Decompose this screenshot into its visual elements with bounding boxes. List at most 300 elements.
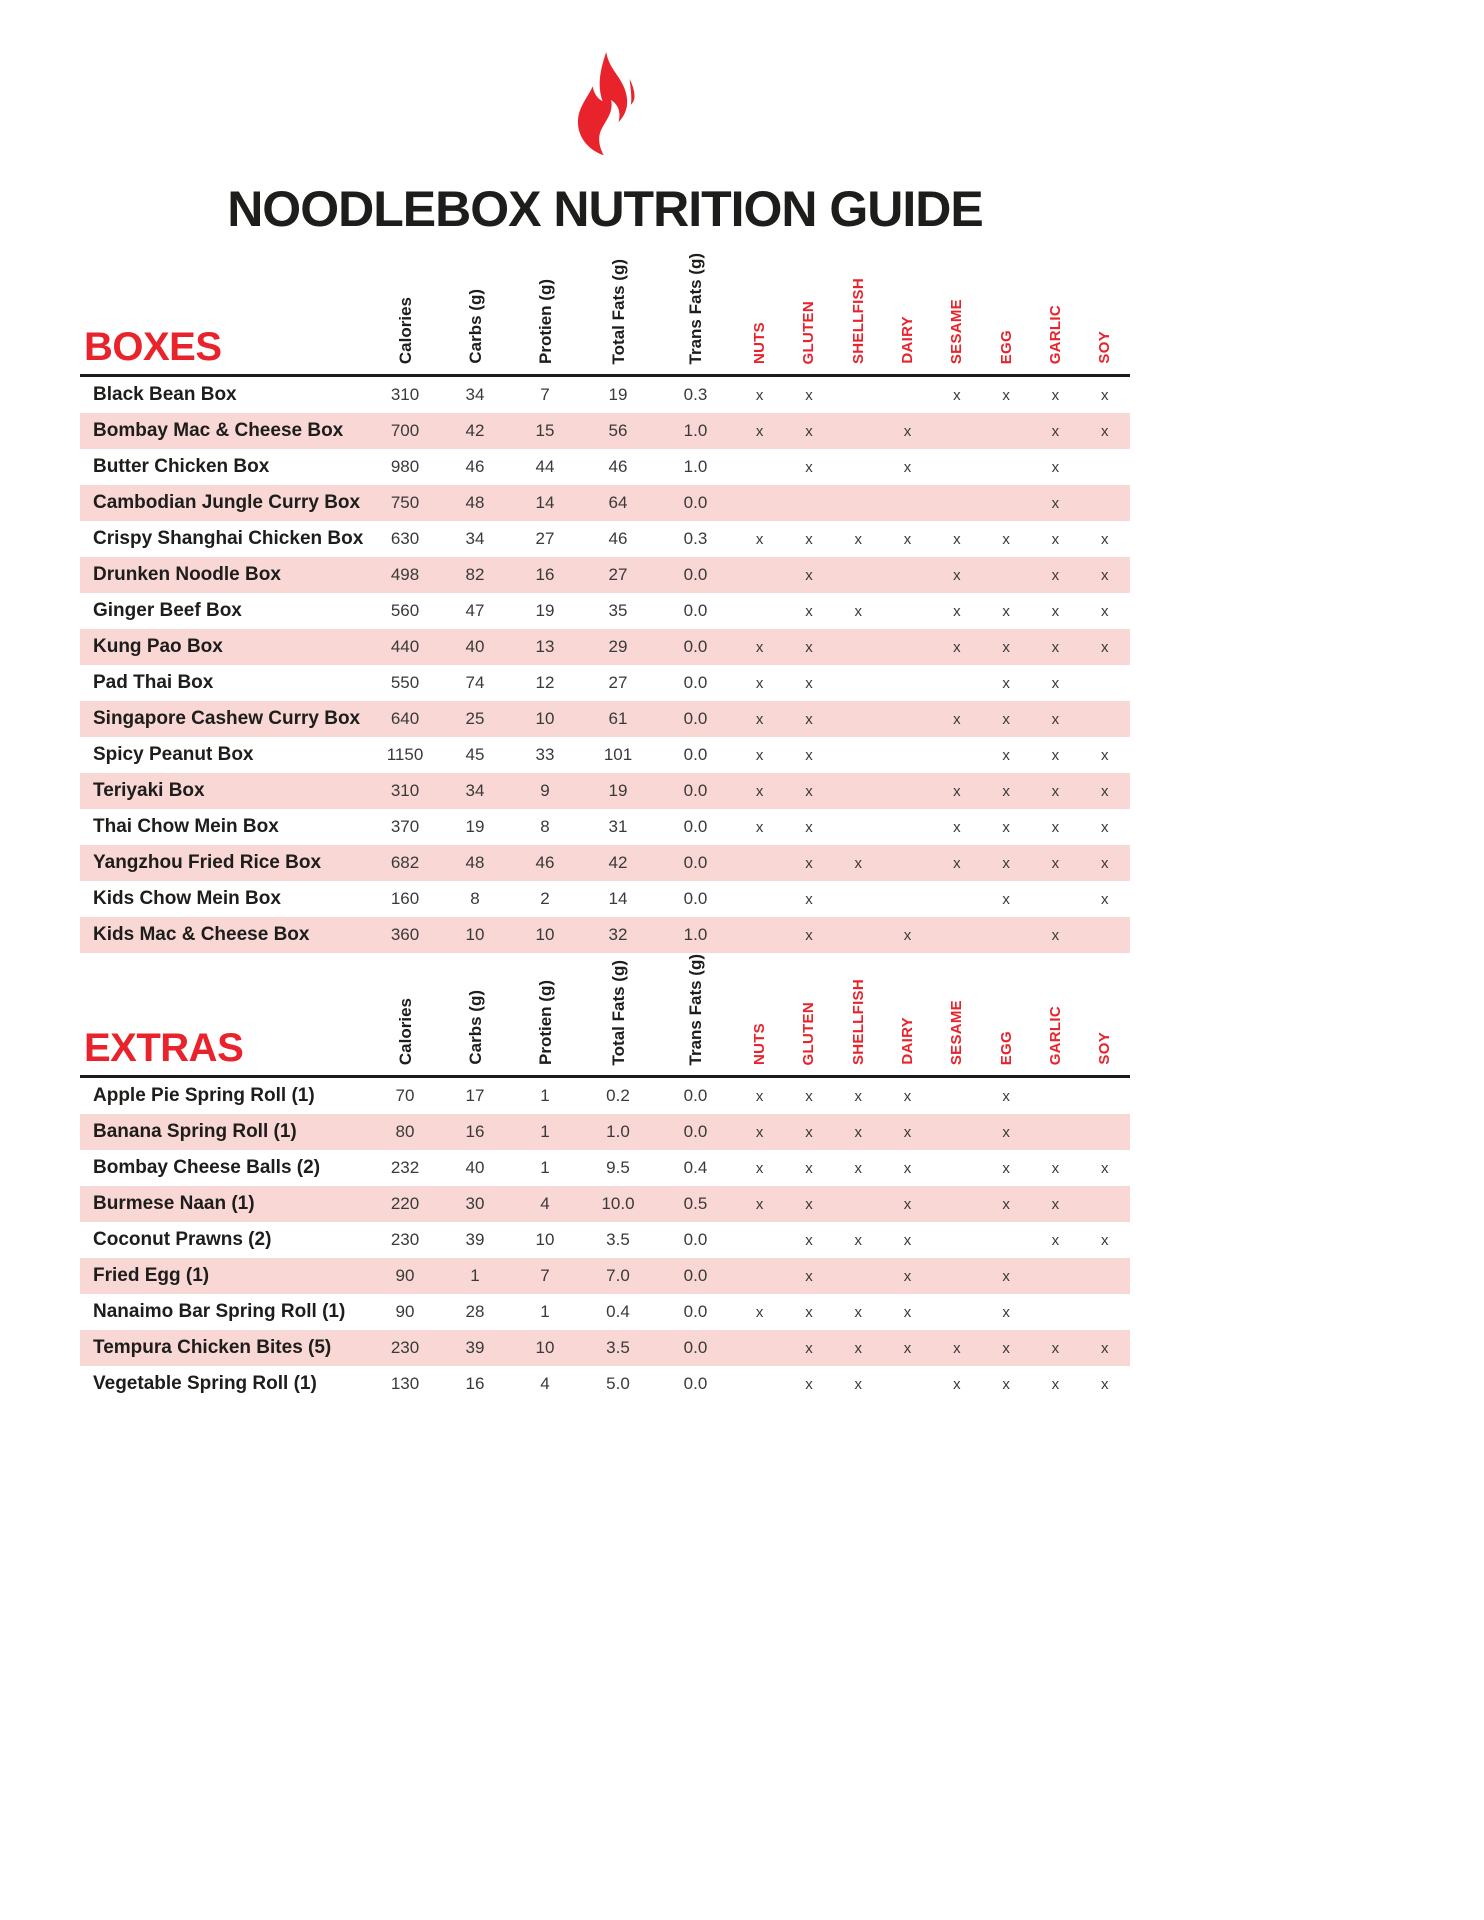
nutrition-value: 90 [395, 1302, 415, 1321]
nutrition-value: 90 [395, 1266, 415, 1285]
nutrition-value: 10.0 [601, 1194, 635, 1213]
nutrition-value: 70 [395, 1086, 415, 1105]
column-header-allergen [883, 252, 932, 374]
nutrition-value: 101 [603, 745, 633, 764]
column-header-label: GARLIC [1046, 1005, 1064, 1065]
nutrition-value: 80 [395, 1122, 415, 1141]
nutrition-value: 33 [535, 745, 555, 764]
allergen-mark: x [1002, 530, 1010, 548]
allergen-mark: x [1051, 1159, 1060, 1177]
column-header-label: EGG [997, 329, 1015, 364]
section-label: EXTRAS [84, 1026, 244, 1070]
column-header-label: SHELLFISH [849, 978, 867, 1065]
table-row [80, 809, 1130, 845]
nutrition-value: 19 [465, 817, 485, 836]
allergen-mark: x [1100, 818, 1109, 836]
column-header-allergen [834, 953, 883, 1075]
nutrition-value: 44 [535, 457, 555, 476]
nutrition-value: 980 [390, 457, 420, 476]
item-name: Banana Spring Roll (1) [93, 1121, 297, 1142]
nutrition-value: 0.0 [683, 1374, 708, 1393]
nutrition-value: 560 [390, 601, 420, 620]
allergen-mark: x [805, 1231, 813, 1249]
table-row [80, 485, 1130, 521]
nutrition-value: 0.2 [606, 1086, 630, 1105]
nutrition-value: 19 [608, 781, 628, 800]
column-header-label: Trans Fats (g) [686, 953, 705, 1065]
column-header-allergen [784, 953, 833, 1075]
allergen-mark: x [903, 1231, 912, 1249]
nutrition-value: 2 [540, 889, 550, 908]
nutrition-value: 30 [465, 1194, 485, 1213]
nutrition-value: 9 [540, 781, 550, 800]
nutrition-value: 130 [390, 1374, 420, 1393]
item-name: Bombay Cheese Balls (2) [93, 1157, 321, 1178]
nutrition-value: 19 [535, 601, 555, 620]
column-header-label: GLUTEN [800, 1001, 818, 1065]
allergen-mark: x [1100, 1375, 1109, 1393]
nutrition-value: 45 [465, 745, 485, 764]
nutrition-value: 0.4 [606, 1302, 630, 1321]
allergen-mark: x [953, 386, 961, 404]
allergen-mark: x [805, 1195, 813, 1213]
nutrition-value: 14 [535, 493, 555, 512]
nutrition-value: 550 [390, 673, 420, 692]
allergen-mark: x [805, 638, 813, 656]
item-name: Teriyaki Box [93, 780, 205, 801]
nutrition-value: 0.4 [683, 1158, 708, 1177]
column-header-nutrient [370, 953, 440, 1075]
nutrition-value: 82 [465, 565, 485, 584]
allergen-mark: x [854, 602, 862, 620]
sections-container [80, 252, 1130, 1402]
nutrition-value: 46 [535, 853, 555, 872]
column-header-label: Total Fats (g) [608, 258, 628, 364]
flame-icon [565, 52, 645, 170]
item-name: Burmese Naan (1) [93, 1193, 255, 1214]
allergen-mark: x [805, 890, 813, 908]
allergen-mark: x [1051, 602, 1060, 620]
allergen-mark: x [805, 386, 813, 404]
column-header-allergen [1031, 953, 1080, 1075]
allergen-mark: x [903, 530, 912, 548]
nutrition-value: 0.0 [683, 493, 708, 512]
allergen-mark: x [854, 1087, 862, 1105]
allergen-mark: x [1051, 674, 1060, 692]
column-header-nutrient [440, 953, 510, 1075]
allergen-mark: x [1002, 602, 1010, 620]
nutrition-value: 7.0 [606, 1266, 630, 1285]
nutrition-value: 1.0 [683, 421, 708, 440]
allergen-mark: x [805, 926, 813, 944]
column-header-label: NUTS [751, 321, 769, 364]
nutrition-guide-page [80, 0, 1130, 1402]
allergen-mark: x [1100, 854, 1109, 872]
item-name: Butter Chicken Box [93, 456, 270, 477]
allergen-mark: x [1002, 638, 1010, 656]
nutrition-value: 42 [608, 853, 628, 872]
allergen-mark: x [1051, 494, 1060, 512]
nutrition-value: 750 [390, 493, 420, 512]
nutrition-section [80, 953, 1130, 1402]
nutrition-value: 160 [390, 889, 420, 908]
nutrition-value: 0.0 [683, 565, 708, 584]
nutrition-value: 0.0 [683, 745, 708, 764]
column-header-row [80, 252, 1130, 374]
nutrition-value: 46 [465, 457, 485, 476]
item-name: Fried Egg (1) [93, 1265, 210, 1286]
allergen-mark: x [755, 638, 764, 656]
nutrition-value: 0.0 [683, 1302, 708, 1321]
nutrition-table [80, 1075, 1130, 1402]
nutrition-value: 25 [465, 709, 485, 728]
column-header-label: Trans Fats (g) [686, 252, 705, 364]
column-header-allergen [1031, 252, 1080, 374]
allergen-mark: x [1002, 1195, 1010, 1213]
item-name: Ginger Beef Box [93, 600, 242, 621]
allergen-mark: x [805, 566, 813, 584]
allergen-mark: x [903, 1303, 912, 1321]
nutrition-value: 35 [608, 601, 628, 620]
allergen-mark: x [755, 530, 764, 548]
nutrition-value: 0.5 [683, 1194, 708, 1213]
table-row [80, 737, 1130, 773]
nutrition-value: 310 [390, 385, 420, 404]
allergen-mark: x [854, 1123, 862, 1141]
item-name: Pad Thai Box [93, 672, 214, 693]
logo-container [80, 0, 1130, 170]
nutrition-value: 34 [465, 529, 485, 548]
allergen-mark: x [1100, 386, 1109, 404]
allergen-mark: x [1051, 422, 1060, 440]
allergen-mark: x [805, 1303, 813, 1321]
nutrition-value: 27 [608, 565, 628, 584]
column-header-label: SOY [1096, 331, 1114, 364]
nutrition-value: 0.0 [683, 709, 708, 728]
allergen-mark: x [854, 1375, 862, 1393]
allergen-mark: x [903, 1123, 912, 1141]
allergen-mark: x [1100, 782, 1109, 800]
allergen-mark: x [854, 1303, 862, 1321]
nutrition-value: 27 [535, 529, 555, 548]
allergen-mark: x [755, 1195, 764, 1213]
nutrition-value: 16 [535, 565, 555, 584]
nutrition-value: 34 [465, 781, 485, 800]
allergen-mark: x [953, 1339, 961, 1357]
nutrition-value: 1150 [386, 745, 424, 764]
allergen-mark: x [805, 458, 813, 476]
item-name: Kids Mac & Cheese Box [93, 924, 310, 945]
allergen-mark: x [1002, 1087, 1010, 1105]
nutrition-value: 10 [535, 925, 555, 944]
nutrition-value: 1 [540, 1122, 550, 1141]
column-header-label: Protien (g) [535, 980, 555, 1065]
allergen-mark: x [755, 782, 764, 800]
column-header-allergen [1080, 953, 1129, 1075]
allergen-mark: x [755, 1087, 764, 1105]
nutrition-value: 64 [608, 493, 628, 512]
table-row [80, 1294, 1130, 1330]
nutrition-value: 28 [465, 1302, 485, 1321]
table-row [80, 449, 1130, 485]
allergen-mark: x [1051, 530, 1060, 548]
allergen-mark: x [1051, 746, 1060, 764]
allergen-mark: x [854, 854, 862, 872]
column-header-nutrient [580, 953, 656, 1075]
nutrition-value: 39 [465, 1338, 485, 1357]
allergen-mark: x [755, 1159, 764, 1177]
table-row [80, 1078, 1130, 1114]
allergen-mark: x [1051, 1339, 1060, 1357]
allergen-mark: x [953, 602, 961, 620]
table-row [80, 557, 1130, 593]
nutrition-value: 0.0 [683, 781, 708, 800]
allergen-mark: x [1100, 422, 1109, 440]
nutrition-value: 12 [535, 673, 555, 692]
allergen-mark: x [1100, 566, 1109, 584]
table-row [80, 701, 1130, 737]
column-header-nutrient [370, 252, 440, 374]
column-header-nutrient [510, 953, 580, 1075]
allergen-mark: x [1002, 1303, 1010, 1321]
table-row [80, 1222, 1130, 1258]
nutrition-value: 48 [465, 853, 485, 872]
table-row [80, 917, 1130, 953]
allergen-mark: x [805, 1087, 813, 1105]
allergen-mark: x [755, 746, 764, 764]
table-row [80, 1114, 1130, 1150]
allergen-mark: x [854, 1339, 862, 1357]
nutrition-value: 8 [540, 817, 550, 836]
column-header-label: Protien (g) [535, 279, 555, 364]
column-header-label: Total Fats (g) [608, 959, 628, 1065]
nutrition-value: 47 [465, 601, 485, 620]
column-header-label: GARLIC [1046, 304, 1064, 364]
nutrition-value: 0.0 [683, 1266, 708, 1285]
table-row [80, 665, 1130, 701]
allergen-mark: x [805, 746, 813, 764]
nutrition-value: 42 [465, 421, 485, 440]
allergen-mark: x [1002, 1123, 1010, 1141]
table-row [80, 1330, 1130, 1366]
nutrition-value: 498 [390, 565, 420, 584]
column-header-label: SHELLFISH [849, 277, 867, 364]
allergen-mark: x [805, 602, 813, 620]
item-name: Cambodian Jungle Curry Box [93, 492, 361, 513]
nutrition-value: 0.0 [683, 673, 708, 692]
nutrition-value: 16 [465, 1374, 485, 1393]
nutrition-value: 40 [465, 637, 485, 656]
nutrition-value: 61 [608, 709, 628, 728]
nutrition-section [80, 252, 1130, 953]
nutrition-value: 10 [535, 1338, 555, 1357]
allergen-mark: x [1100, 1231, 1109, 1249]
nutrition-value: 40 [465, 1158, 485, 1177]
allergen-mark: x [854, 530, 862, 548]
nutrition-value: 0.0 [683, 637, 708, 656]
allergen-mark: x [1051, 710, 1060, 728]
allergen-mark: x [953, 818, 961, 836]
nutrition-value: 232 [390, 1158, 420, 1177]
nutrition-value: 3.5 [606, 1338, 630, 1357]
allergen-mark: x [953, 566, 961, 584]
nutrition-table [80, 374, 1130, 953]
allergen-mark: x [1002, 386, 1010, 404]
allergen-mark: x [805, 1339, 813, 1357]
nutrition-value: 17 [465, 1086, 485, 1105]
nutrition-value: 0.0 [683, 1230, 708, 1249]
item-name: Bombay Mac & Cheese Box [93, 420, 344, 441]
allergen-mark: x [755, 1303, 764, 1321]
table-row [80, 413, 1130, 449]
column-header-label: EGG [997, 1030, 1015, 1065]
allergen-mark: x [805, 422, 813, 440]
nutrition-value: 370 [390, 817, 420, 836]
column-header-label: SOY [1096, 1032, 1114, 1065]
allergen-mark: x [1100, 890, 1109, 908]
nutrition-value: 0.0 [683, 853, 708, 872]
nutrition-value: 700 [390, 421, 420, 440]
allergen-mark: x [953, 530, 961, 548]
table-row [80, 845, 1130, 881]
nutrition-value: 0.0 [683, 1086, 708, 1105]
column-header-allergen [981, 252, 1030, 374]
allergen-mark: x [1051, 854, 1060, 872]
allergen-mark: x [805, 1267, 813, 1285]
allergen-mark: x [1002, 1339, 1010, 1357]
allergen-mark: x [805, 1159, 813, 1177]
table-row [80, 377, 1130, 413]
nutrition-value: 1 [540, 1086, 550, 1105]
allergen-mark: x [755, 386, 764, 404]
nutrition-value: 1 [540, 1158, 550, 1177]
nutrition-value: 230 [390, 1338, 420, 1357]
nutrition-value: 7 [540, 385, 550, 404]
nutrition-value: 0.0 [683, 889, 708, 908]
allergen-mark: x [1051, 818, 1060, 836]
allergen-mark: x [903, 422, 912, 440]
allergen-mark: x [1051, 1375, 1060, 1393]
allergen-mark: x [1051, 386, 1060, 404]
column-header-allergen [834, 252, 883, 374]
allergen-mark: x [903, 1195, 912, 1213]
allergen-mark: x [1002, 674, 1010, 692]
allergen-mark: x [755, 422, 764, 440]
column-header-allergen [735, 252, 784, 374]
allergen-mark: x [1002, 1267, 1010, 1285]
allergen-mark: x [953, 1375, 961, 1393]
allergen-mark: x [755, 674, 764, 692]
nutrition-value: 10 [535, 1230, 555, 1249]
nutrition-value: 220 [390, 1194, 420, 1213]
column-header-label: DAIRY [899, 1017, 917, 1065]
nutrition-value: 15 [535, 421, 555, 440]
table-row [80, 629, 1130, 665]
column-header-allergen [932, 953, 981, 1075]
allergen-mark: x [903, 1267, 912, 1285]
nutrition-value: 682 [390, 853, 420, 872]
column-header-label: Carbs (g) [465, 990, 485, 1065]
nutrition-value: 34 [465, 385, 485, 404]
nutrition-value: 31 [608, 817, 628, 836]
column-header-label: DAIRY [899, 316, 917, 364]
allergen-mark: x [1002, 1375, 1010, 1393]
nutrition-value: 74 [465, 673, 485, 692]
column-header-allergen [735, 953, 784, 1075]
allergen-mark: x [953, 854, 961, 872]
nutrition-value: 13 [535, 637, 555, 656]
allergen-mark: x [1100, 638, 1109, 656]
column-header-label: Calories [395, 296, 415, 364]
nutrition-value: 4 [540, 1374, 550, 1393]
allergen-mark: x [1051, 926, 1060, 944]
allergen-mark: x [903, 458, 912, 476]
nutrition-value: 27 [608, 673, 628, 692]
nutrition-value: 7 [540, 1266, 550, 1285]
column-header-nutrient [656, 252, 735, 374]
nutrition-value: 39 [465, 1230, 485, 1249]
nutrition-value: 8 [470, 889, 480, 908]
allergen-mark: x [805, 854, 813, 872]
nutrition-value: 19 [608, 385, 628, 404]
allergen-mark: x [1002, 1159, 1010, 1177]
allergen-mark: x [1051, 1195, 1060, 1213]
page-title: NOODLEBOX NUTRITION GUIDE [227, 181, 983, 237]
allergen-mark: x [805, 1123, 813, 1141]
column-header-allergen [1080, 252, 1129, 374]
allergen-mark: x [805, 818, 813, 836]
nutrition-value: 10 [535, 709, 555, 728]
allergen-mark: x [1002, 782, 1010, 800]
allergen-mark: x [854, 1159, 862, 1177]
item-name: Nanaimo Bar Spring Roll (1) [93, 1301, 346, 1322]
nutrition-value: 4 [540, 1194, 550, 1213]
column-header-allergen [932, 252, 981, 374]
allergen-mark: x [1002, 746, 1010, 764]
nutrition-value: 640 [390, 709, 420, 728]
item-name: Spicy Peanut Box [93, 744, 254, 765]
table-row [80, 881, 1130, 917]
allergen-mark: x [1051, 458, 1060, 476]
column-header-row [80, 953, 1130, 1075]
nutrition-value: 0.0 [683, 1338, 708, 1357]
allergen-mark: x [1051, 638, 1060, 656]
nutrition-value: 3.5 [606, 1230, 630, 1249]
nutrition-value: 56 [608, 421, 628, 440]
column-header-label: GLUTEN [800, 300, 818, 364]
allergen-mark: x [903, 926, 912, 944]
item-name: Singapore Cashew Curry Box [93, 708, 361, 729]
table-row [80, 773, 1130, 809]
allergen-mark: x [953, 710, 961, 728]
table-row [80, 1186, 1130, 1222]
item-name: Crispy Shanghai Chicken Box [93, 528, 364, 549]
table-row [80, 521, 1130, 557]
allergen-mark: x [755, 710, 764, 728]
allergen-mark: x [1051, 1231, 1060, 1249]
allergen-mark: x [854, 1231, 862, 1249]
allergen-mark: x [1002, 710, 1010, 728]
nutrition-value: 1.0 [606, 1122, 630, 1141]
nutrition-value: 48 [465, 493, 485, 512]
section-label: BOXES [84, 325, 222, 369]
column-header-nutrient [656, 953, 735, 1075]
table-row [80, 1150, 1130, 1186]
nutrition-value: 0.0 [683, 601, 708, 620]
column-header-nutrient [440, 252, 510, 374]
nutrition-value: 5.0 [606, 1374, 630, 1393]
allergen-mark: x [805, 530, 813, 548]
